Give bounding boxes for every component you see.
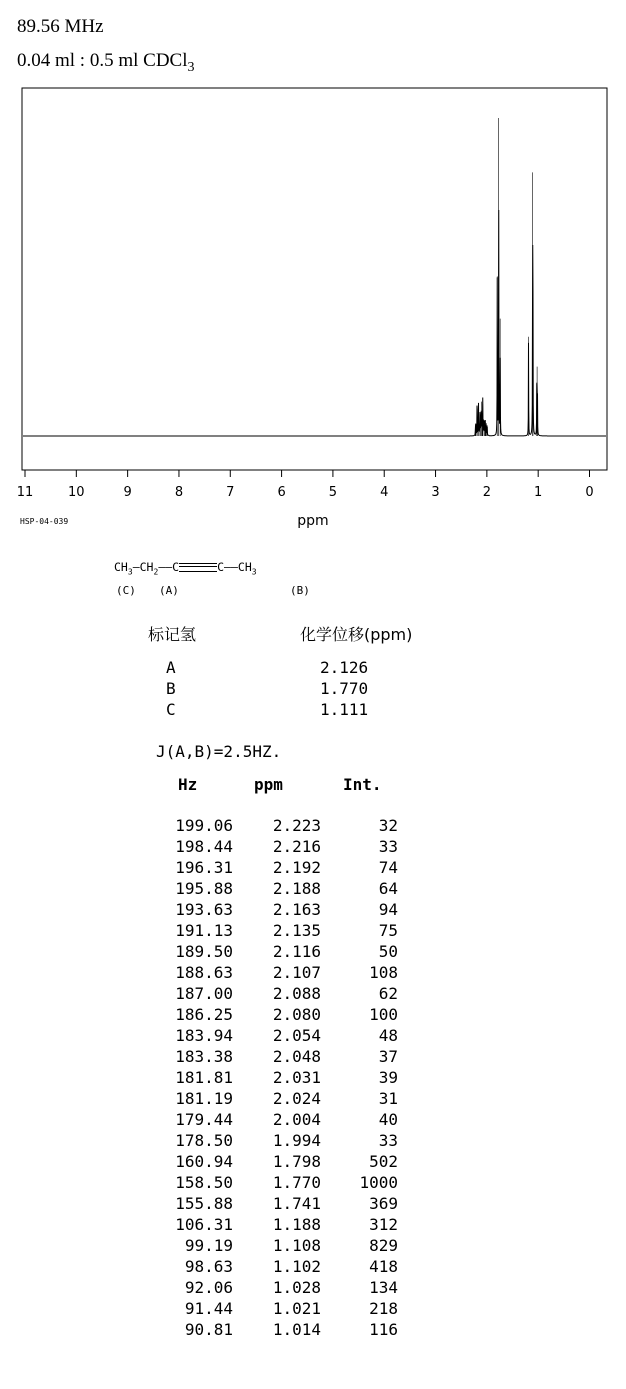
peak-hz: 196.31: [175, 858, 233, 877]
peak-hz: 188.63: [175, 963, 233, 982]
peak-int: 218: [369, 1299, 398, 1318]
peak-int: 75: [378, 921, 398, 940]
peak-int: 418: [369, 1257, 398, 1276]
peak-hz: 181.19: [175, 1089, 233, 1108]
peak-hz: 106.31: [175, 1215, 233, 1234]
peak-hz: 187.00: [175, 984, 233, 1003]
peak-ppm: 2.107: [272, 963, 321, 982]
peak-int: 40: [378, 1110, 398, 1129]
assignment-label: A: [166, 658, 176, 677]
peak-int: 31: [378, 1089, 398, 1108]
peak-column-int: [330, 815, 398, 1340]
x-tick-label: 2: [482, 485, 492, 500]
peak-int: 74: [378, 858, 398, 877]
x-tick-label: 5: [328, 485, 338, 500]
peak-ppm: 1.188: [272, 1215, 321, 1234]
peak-header-ppm: ppm: [254, 775, 283, 794]
peak-int: 37: [378, 1047, 398, 1066]
peak-int: 502: [369, 1152, 398, 1171]
peak-hz: 199.06: [175, 816, 233, 835]
peak-int: 116: [369, 1320, 398, 1339]
peak-int: 33: [378, 1131, 398, 1150]
peak-hz: 195.88: [175, 879, 233, 898]
peak-int: 33: [378, 837, 398, 856]
sample-main: 0.04 ml : 0.5 ml CDCl: [17, 50, 188, 71]
peak-int: 62: [378, 984, 398, 1003]
peak-int: 48: [378, 1026, 398, 1045]
peak-int: 829: [369, 1236, 398, 1255]
peak-hz: 158.50: [175, 1173, 233, 1192]
peak-int: 39: [378, 1068, 398, 1087]
label-c: (C): [116, 584, 136, 597]
peak-ppm: 1.798: [272, 1152, 321, 1171]
coupling-constant: J(A,B)=2.5HZ.: [156, 742, 282, 761]
peak-ppm: 2.163: [272, 900, 321, 919]
peak-hz: 179.44: [175, 1110, 233, 1129]
spectrum-trace: [23, 210, 606, 436]
peak-int: 134: [369, 1278, 398, 1297]
nmr-spectrum-chart: [0, 0, 626, 540]
peak-hz: 91.44: [184, 1299, 233, 1318]
spectrometer-frequency: 89.56 MHz: [17, 16, 104, 37]
triple-bond: [179, 563, 217, 572]
sample-subscript: 3: [187, 60, 195, 75]
peak-ppm: 2.054: [272, 1026, 321, 1045]
x-tick-label: 1: [534, 485, 543, 500]
peak-hz: 198.44: [175, 837, 233, 856]
label-b: (B): [290, 584, 310, 597]
assignment-label: C: [166, 700, 176, 719]
group-a: CH: [139, 560, 154, 574]
peak-header-int: Int.: [343, 775, 382, 794]
peak-hz: 90.81: [184, 1320, 233, 1339]
peak-hz: 183.94: [175, 1026, 233, 1045]
x-tick-label: 0: [585, 485, 594, 500]
x-axis-ticks: [17, 470, 594, 500]
peak-ppm: 1.741: [272, 1194, 321, 1213]
peak-int: 32: [378, 816, 398, 835]
x-tick-label: 11: [16, 485, 34, 500]
x-tick-label: 9: [123, 485, 132, 500]
peak-ppm: 1.770: [272, 1173, 321, 1192]
peak-ppm: 2.135: [272, 921, 321, 940]
x-tick-label: 8: [174, 485, 184, 500]
alkyne-carbon-1: C: [172, 560, 180, 574]
structure-formula: $CH_3—CH_2——C$ $C——CH_3$: [114, 560, 257, 577]
peak-hz: 160.94: [175, 1152, 233, 1171]
peak-header-hz: Hz: [178, 775, 198, 794]
x-tick-label: 10: [68, 485, 85, 500]
peak-int: 64: [378, 879, 398, 898]
peak-ppm: 2.080: [272, 1005, 321, 1024]
label-a: (A): [159, 584, 179, 597]
assignment-header-label: 标记氢: [148, 625, 197, 644]
peak-hz: 191.13: [175, 921, 233, 940]
x-tick-label: 6: [277, 485, 286, 500]
spectrum-code: HSP-04-039: [20, 517, 69, 526]
peak-ppm: 1.021: [272, 1299, 321, 1318]
peak-ppm: 1.028: [272, 1278, 321, 1297]
peak-ppm: 1.014: [272, 1320, 321, 1339]
assignment-shift: 2.126: [320, 658, 369, 677]
peak-ppm: 2.216: [272, 837, 321, 856]
peak-hz: 193.63: [175, 900, 233, 919]
peak-ppm: 2.192: [272, 858, 321, 877]
peak-ppm: 2.031: [272, 1068, 321, 1087]
assignment-header-shift: 化学位移(ppm): [300, 625, 413, 644]
peak-ppm: 1.102: [272, 1257, 321, 1276]
assignment-shift: 1.111: [320, 700, 369, 719]
peak-hz: 183.38: [175, 1047, 233, 1066]
peak-ppm: 2.048: [272, 1047, 321, 1066]
peak-column-ppm: [240, 815, 321, 1340]
peak-ppm: 2.223: [272, 816, 321, 835]
x-tick-label: 7: [226, 485, 235, 500]
peak-int: 369: [369, 1194, 398, 1213]
alkyne-carbon-2: C: [217, 560, 225, 574]
x-tick-label: 3: [431, 485, 440, 500]
peak-ppm: 2.004: [272, 1110, 321, 1129]
peak-ppm: 1.108: [272, 1236, 321, 1255]
peak-hz: 92.06: [184, 1278, 233, 1297]
peak-int: 50: [378, 942, 398, 961]
peak-int: 108: [369, 963, 398, 982]
peak-int: 1000: [359, 1173, 398, 1192]
plot-frame: [22, 88, 607, 470]
peak-int: 312: [369, 1215, 398, 1234]
peak-hz: 181.81: [175, 1068, 233, 1087]
peak-ppm: 1.994: [272, 1131, 321, 1150]
peak-ppm: 2.088: [272, 984, 321, 1003]
peak-column-hz: [150, 815, 233, 1340]
peak-int: 94: [378, 900, 398, 919]
x-axis-label: ppm: [297, 513, 329, 529]
assignment-label: B: [166, 679, 176, 698]
peak-ppm: 2.024: [272, 1089, 321, 1108]
peak-hz: 178.50: [175, 1131, 233, 1150]
peak-hz: 189.50: [175, 942, 233, 961]
group-b: CH: [237, 560, 252, 574]
peak-ppm: 2.116: [272, 942, 321, 961]
peak-hz: 99.19: [184, 1236, 233, 1255]
assignment-shift: 1.770: [320, 679, 369, 698]
peak-ppm: 2.188: [272, 879, 321, 898]
peak-int: 100: [369, 1005, 398, 1024]
peak-hz: 98.63: [184, 1257, 233, 1276]
peak-hz: 155.88: [175, 1194, 233, 1213]
group-c: CH: [114, 560, 128, 574]
x-tick-label: 4: [380, 485, 389, 500]
peak-hz: 186.25: [175, 1005, 233, 1024]
